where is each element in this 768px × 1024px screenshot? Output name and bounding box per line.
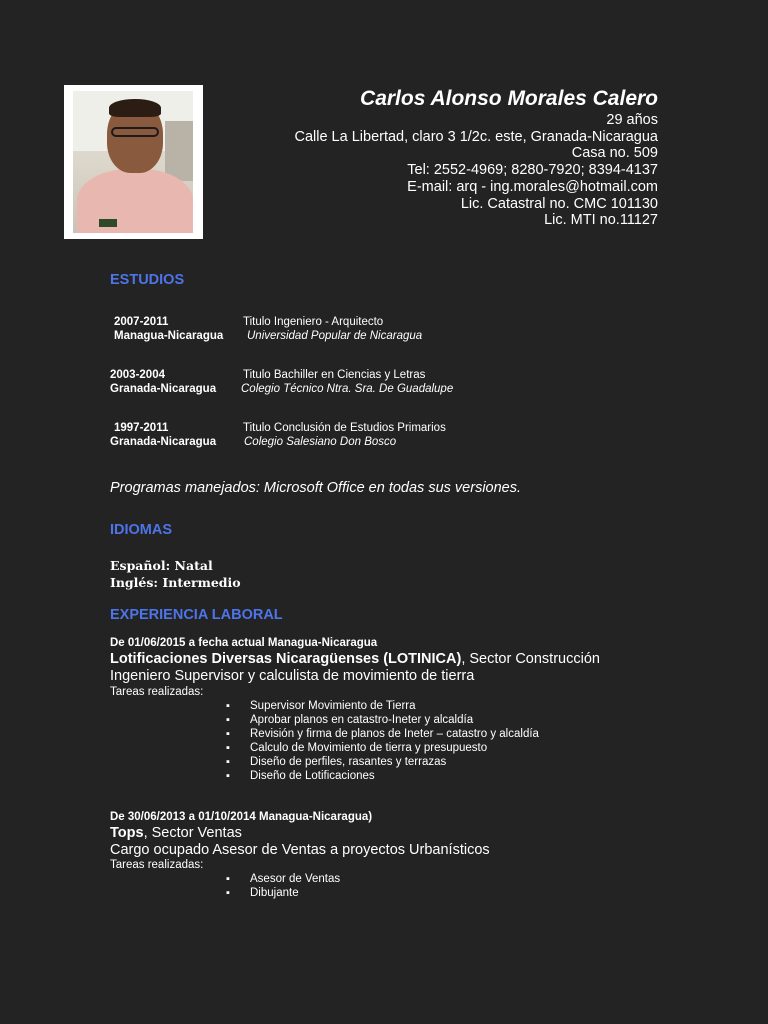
- job-role: Cargo ocupado Asesor de Ventas a proyectos Urbanísticos: [110, 842, 490, 858]
- education-years: 2007-2011: [114, 316, 169, 328]
- phone: Tel: 2552-4969; 8280-7920; 8394-4137: [407, 162, 658, 179]
- task-item: ▪ Asesor de Ventas: [226, 872, 340, 886]
- education-title: Titulo Conclusión de Estudios Primarios: [243, 422, 446, 434]
- contact-header: [294, 86, 658, 229]
- job-company-line: [110, 651, 600, 668]
- profile-photo-frame: [64, 85, 203, 239]
- language-spanish: Español: Natal: [110, 558, 213, 573]
- profile-photo: [73, 91, 193, 233]
- education-place: Managua-Nicaragua: [114, 330, 224, 342]
- task-item: ▪ Dibujante: [226, 886, 340, 900]
- education-years: 2003-2004: [110, 369, 165, 381]
- tasks-label: Tareas realizadas:: [110, 686, 204, 698]
- tasks-label: Tareas realizadas:: [110, 859, 204, 871]
- job-date: De 30/06/2013 a 01/10/2014 Managua-Nicaragua): [110, 811, 373, 823]
- task-item: ▪ Revisión y firma de planos de Ineter – catastro y alcaldía: [226, 727, 539, 741]
- person-name: Carlos Alonso Morales Calero: [360, 87, 658, 110]
- education-years: 1997-2011: [114, 422, 169, 434]
- section-title-experience: EXPERIENCIA LABORAL: [110, 607, 283, 623]
- job-role: Ingeniero Supervisor y calculista de movimiento de tierra: [110, 668, 475, 684]
- task-list: [226, 872, 340, 900]
- language-english: Inglés: Intermedio: [110, 575, 241, 590]
- job-date: De 01/06/2015 a fecha actual Managua-Nicaragua: [110, 637, 378, 649]
- section-title-languages: IDIOMAS: [110, 522, 173, 538]
- task-item: ▪ Supervisor Movimiento de Tierra: [226, 699, 539, 713]
- task-item: ▪ Diseño de Lotificaciones: [226, 769, 539, 783]
- education-title: Titulo Ingeniero - Arquitecto: [243, 316, 384, 328]
- job-company-line: [110, 825, 242, 842]
- email: E-mail: arq - ing.morales@hotmail.com: [407, 178, 658, 195]
- job-company: Lotificaciones Diversas Nicaragüenses (LOTINICA): [110, 651, 462, 667]
- job-sector: , Sector Ventas: [143, 825, 242, 841]
- task-item: ▪ Aprobar planos en catastro-Ineter y alcaldía: [226, 713, 539, 727]
- education-place: Granada-Nicaragua: [110, 436, 217, 448]
- job-company: Tops: [110, 825, 144, 841]
- mti-license: Lic. MTI no.11127: [544, 212, 658, 229]
- task-item: ▪ Diseño de perfiles, rasantes y terrazas: [226, 755, 539, 769]
- job-sector: , Sector Construcción: [461, 651, 600, 667]
- task-list: [226, 699, 539, 783]
- section-title-studies: ESTUDIOS: [110, 272, 185, 288]
- age: 29 años: [606, 112, 658, 128]
- education-school: Colegio Salesiano Don Bosco: [244, 436, 397, 448]
- education-school: Universidad Popular de Nicaragua: [247, 330, 423, 342]
- cadastral-license: Lic. Catastral no. CMC 101130: [460, 195, 658, 212]
- house-number: Casa no. 509: [571, 145, 658, 162]
- address: Calle La Libertad, claro 3 1/2c. este, Granada-Nicaragua: [294, 128, 658, 145]
- education-title: Titulo Bachiller en Ciencias y Letras: [243, 369, 426, 381]
- software-programs: Programas manejados: Microsoft Office en todas sus versiones.: [110, 480, 522, 496]
- education-place: Granada-Nicaragua: [110, 383, 217, 395]
- task-item: ▪ Calculo de Movimiento de tierra y presupuesto: [226, 741, 539, 755]
- education-school: Colegio Técnico Ntra. Sra. De Guadalupe: [241, 383, 454, 395]
